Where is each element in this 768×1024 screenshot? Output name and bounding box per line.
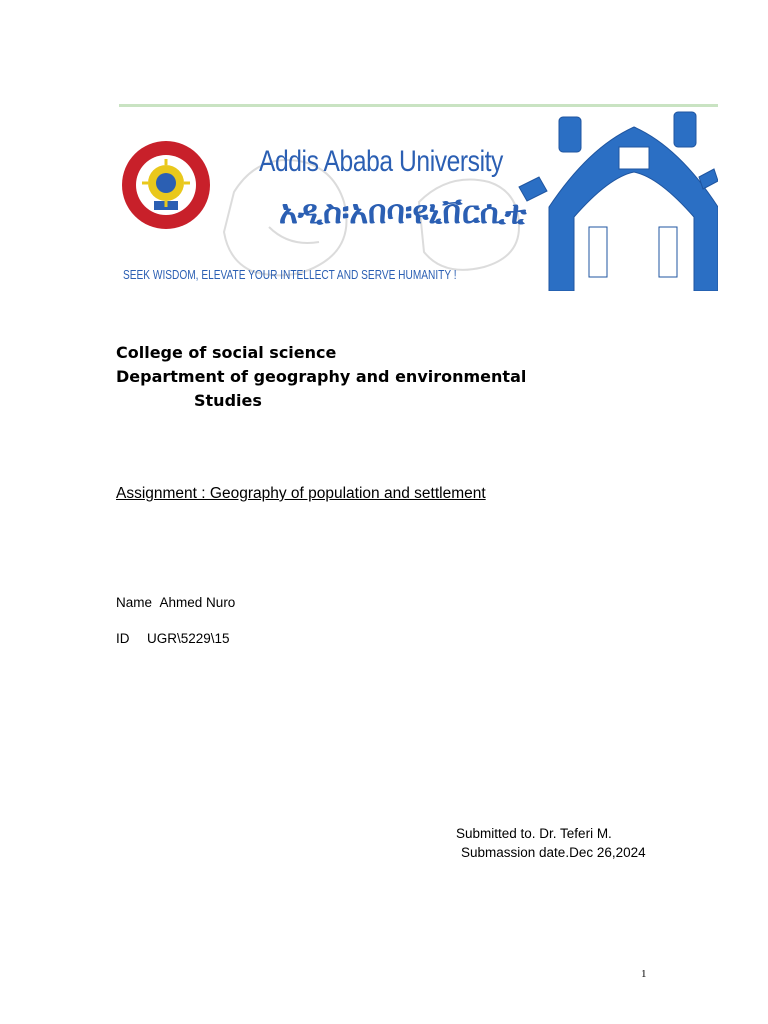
page-number: 1 [641, 968, 647, 980]
university-name-english: Addis Ababa University [259, 145, 503, 178]
student-id-value: UGR\5229\15 [147, 631, 230, 646]
submitted-to: Submitted to. Dr. Teferi M. [456, 826, 612, 841]
department-name-line1: Department of geography and environmental [116, 367, 527, 386]
building-illustration [519, 112, 718, 291]
university-seal [122, 141, 210, 229]
student-id-label: ID [116, 631, 130, 646]
student-name-label: Name [116, 595, 153, 610]
assignment-title: Assignment : Geography of population and settlement [116, 485, 486, 502]
submission-date: Submassion date.Dec 26,2024 [461, 845, 646, 860]
department-name-line2: Studies [194, 391, 262, 410]
university-banner [119, 104, 718, 291]
college-name: College of social science [116, 343, 337, 362]
student-name-value: Ahmed Nuro [159, 595, 236, 610]
student-id-row [116, 631, 230, 646]
student-name-row [116, 595, 235, 610]
university-motto: SEEK WISDOM, ELEVATE YOUR INTELLECT AND SERVE HUMANITY ! [123, 267, 457, 282]
university-name-amharic: አዲስ፡አበባ፡ዩኒቨርሲቲ [279, 193, 527, 231]
